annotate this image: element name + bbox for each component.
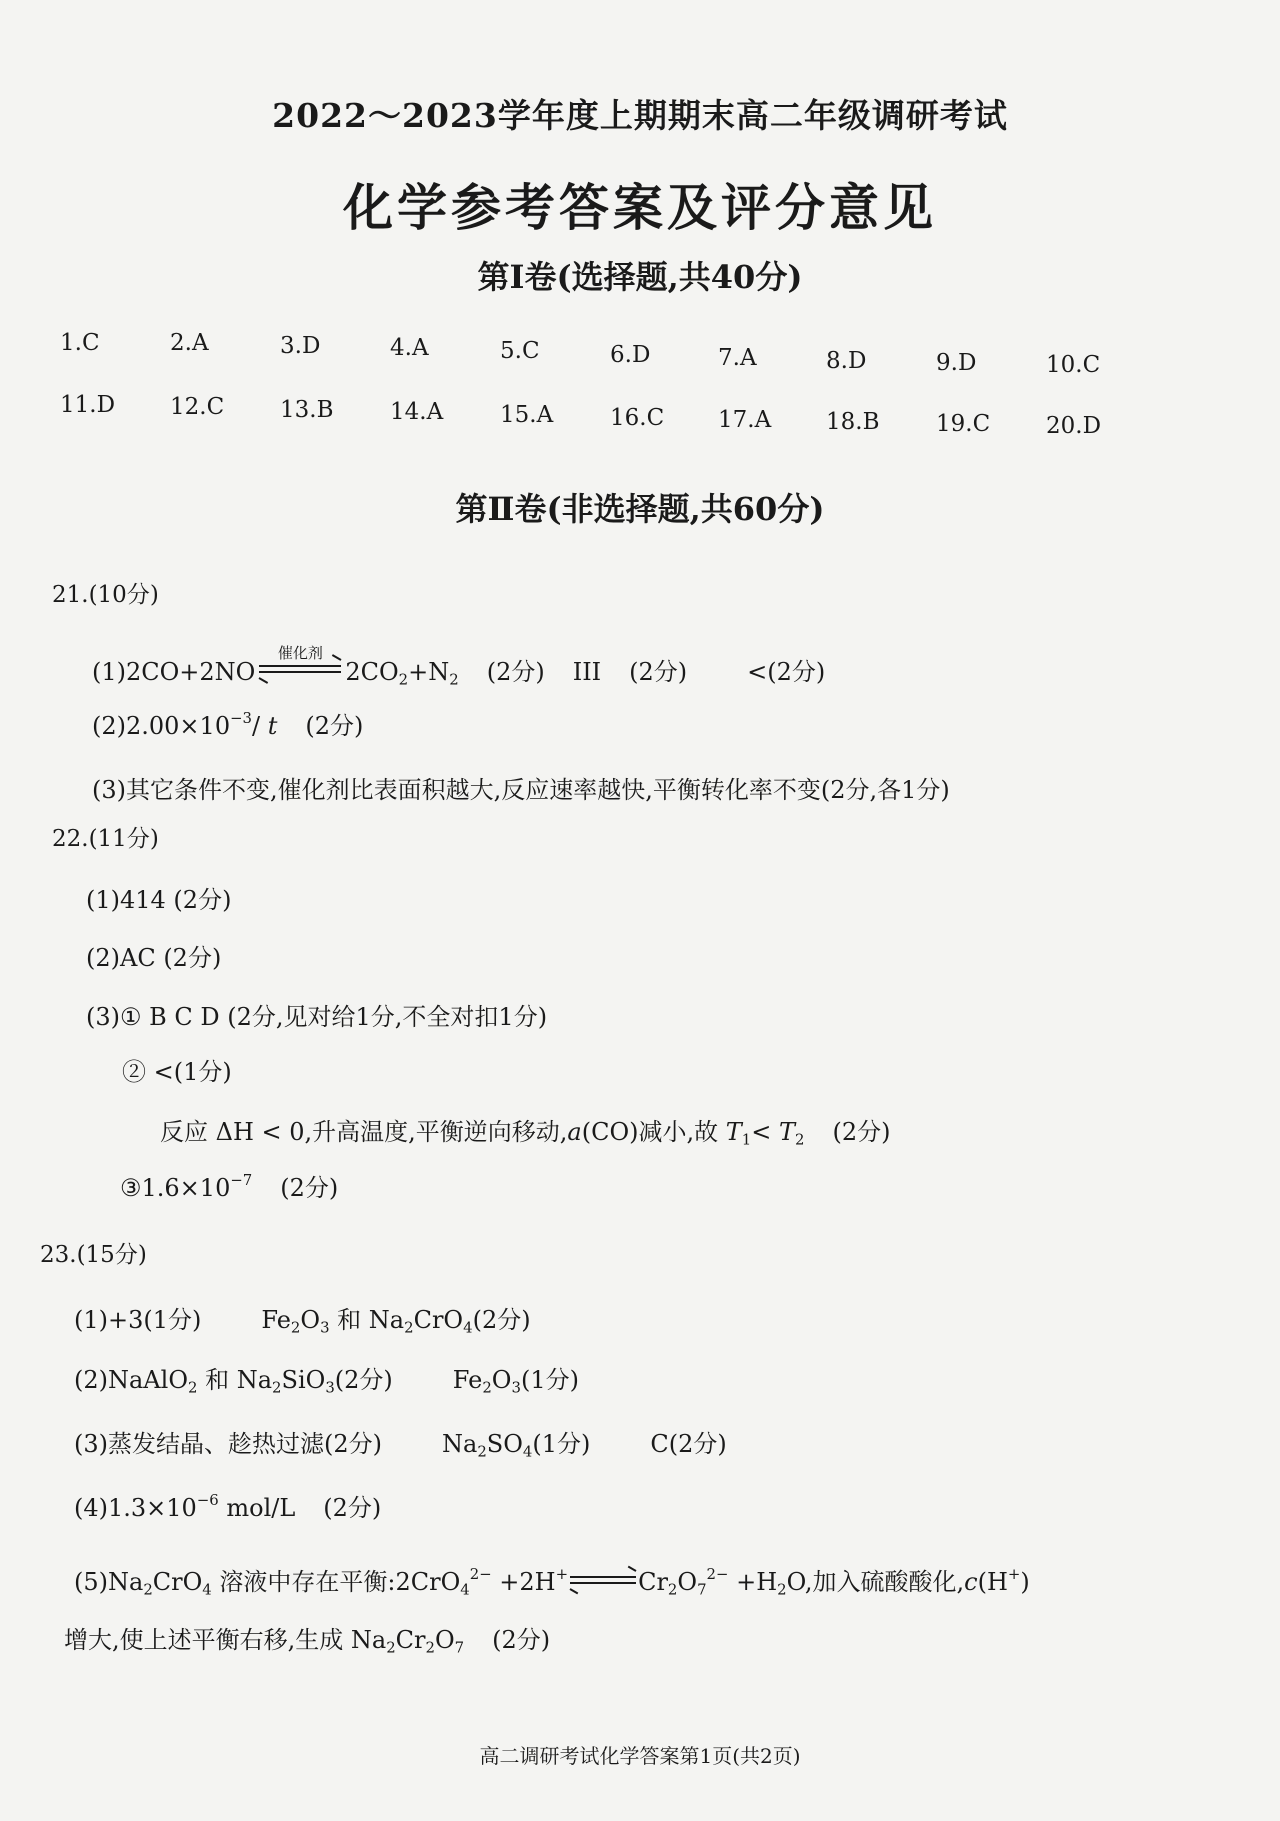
answer-item: 16.C [610, 405, 665, 431]
answer-item: 6.D [610, 342, 651, 368]
q23-part4: $(4)1.3\times 10^{-6}$ mol/L (2分) [74, 1490, 382, 1522]
answer-item: 14.A [390, 399, 444, 425]
answer-item: 8.D [826, 348, 867, 374]
catalyst-label: 催化剂 [277, 644, 323, 662]
q23-part1: (1)+3(1分) $Fe_2O_3$ 和 $Na_2CrO_4(2$分) [74, 1306, 531, 1337]
answer-item: 4.A [390, 335, 429, 361]
answer-item: 13.B [280, 397, 334, 423]
q23-heading: 23.(15分) [40, 1242, 147, 1268]
answer-item: 17.A [718, 407, 772, 433]
answer-item: 3.D [280, 333, 321, 359]
answer-item: 19.C [936, 411, 991, 437]
answer-item: 10.C [1046, 352, 1101, 378]
answer-item: 1.C [60, 330, 100, 356]
q21-part2: $(2)2.00\times 10^{-3}/$ t (2分) [92, 708, 364, 740]
q23-part5-line1: $(5)Na_2CrO_4$ 溶液中存在平衡:2CrO$_4^{2-}$ +2H+ $Cr_2O_7^{2-} +H_2O$,加入硫酸酸化,c(H+) [74, 1564, 1030, 1599]
q21-part1: (1)2CO+2NO 催化剂 $2CO_2+N_2$ (2分) III (2分) <(2分) [92, 644, 826, 689]
q21-heading: 21.(10分) [52, 582, 159, 608]
q22-part2: (2)AC (2分) [86, 944, 222, 972]
q23-part5-line2: 增大,使上述平衡右移,生成 $Na_2Cr_2O_7$ (2分) [64, 1626, 551, 1657]
equilibrium-arrow-icon [570, 1570, 636, 1590]
answer-item: 20.D [1046, 413, 1102, 439]
main-title: 化学参考答案及评分意见 [343, 178, 937, 237]
q22-heading: 22.(11分) [52, 826, 159, 852]
q22-part1: (1)414 (2分) [86, 886, 232, 914]
page-footer: 高二调研考试化学答案第1页(共2页) [479, 1744, 801, 1768]
answer-item: 9.D [936, 350, 977, 376]
answer-item: 5.C [500, 338, 540, 364]
answer-item: 7.A [718, 345, 757, 371]
q23-part2: (2)NaAlO$_2$ 和 $Na_2SiO_3(2$分) $Fe_2O_3(1$分) [74, 1366, 579, 1397]
answer-item: 11.D [60, 392, 116, 418]
exam-title: 2022～2023学年度上期期末高二年级调研考试 [272, 96, 1008, 135]
q21-part3: (3)其它条件不变,催化剂比表面积越大,反应速率越快,平衡转化率不变(2分,各1分) [92, 776, 950, 804]
answer-item: 15.A [500, 402, 554, 428]
q23-part3: (3)蒸发结晶、趁热过滤(2分) $Na_2SO_4(1$分) C(2分) [74, 1430, 727, 1461]
q22-part3a: (3)① B C D (2分,见对给1分,不全对扣1分) [86, 1003, 548, 1031]
q21-reaction-lhs: (1)2CO+2NO [92, 658, 256, 686]
answer-item: 2.A [170, 330, 209, 356]
answer-item: 12.C [170, 394, 225, 420]
answer-item: 18.B [826, 409, 880, 435]
q22-part3c: 反应 ΔH < 0,升高温度,平衡逆向移动,a(CO)减小,故 $T_1< T_2$ (2分) [160, 1118, 891, 1149]
section2-title: 第Ⅱ卷(非选择题,共60分) [455, 490, 825, 528]
q22-part3d: $③1.6\times 10^{-7}$ (2分) [120, 1170, 339, 1202]
q22-part3b: ② <(1分) [122, 1058, 232, 1086]
equilibrium-arrow-icon [257, 644, 343, 682]
section1-title: 第Ⅰ卷(选择题,共40分) [477, 258, 803, 296]
